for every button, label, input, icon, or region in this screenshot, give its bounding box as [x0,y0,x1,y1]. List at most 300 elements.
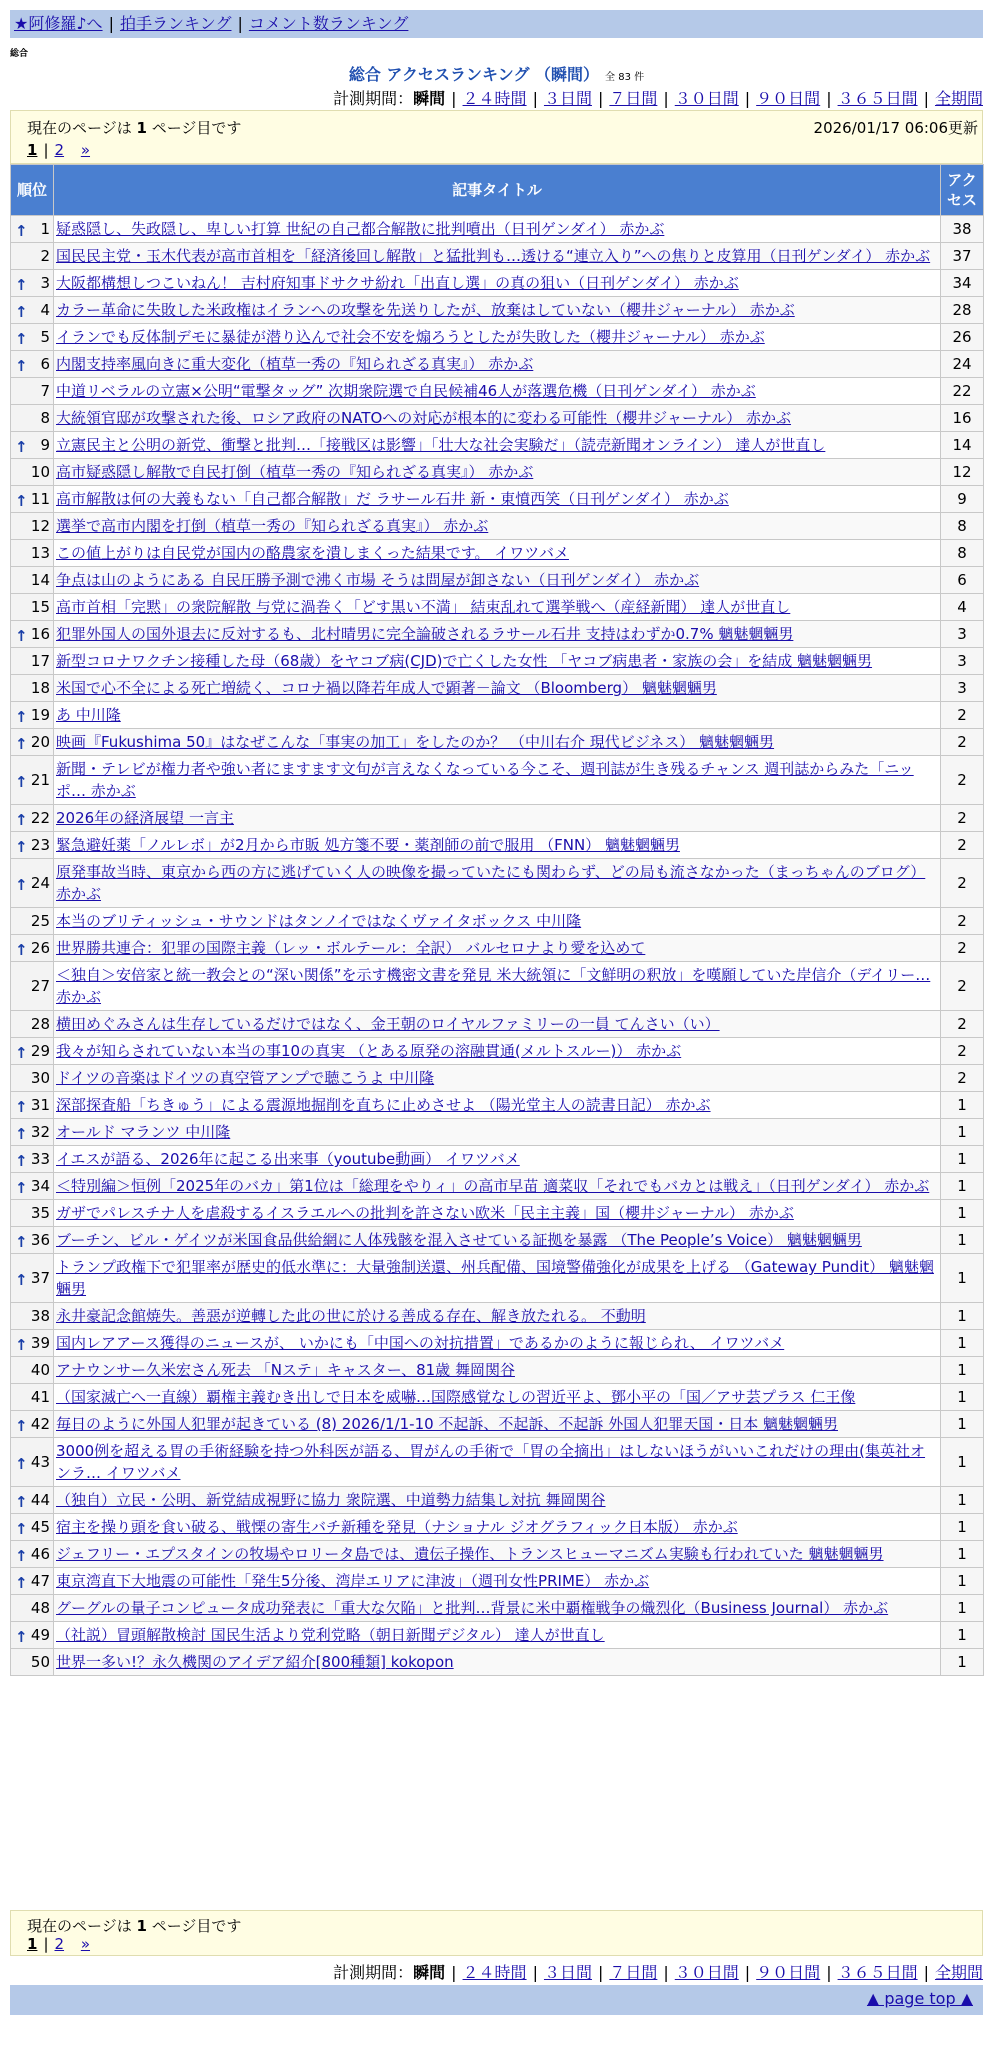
period-selector-top: 計測期間：瞬間 | ２４時間 | ３日間 | ７日間 | ３０日間 | ９０日間 | ３６５日間 | 全期間 [333,89,983,108]
nav-separator: | [108,14,114,33]
rank-number: 17 [30,652,50,670]
rank-cell [11,405,54,432]
rank-up-arrow-icon: ↑ [15,1233,28,1251]
rank-number: 9 [40,436,50,454]
table-row [11,567,984,594]
access-count: 2 [941,729,984,756]
rank-cell [11,859,54,908]
table-row [11,1038,984,1065]
access-count: 1 [941,1514,984,1541]
period-link-all-bottom[interactable]: 全期間 [934,1963,983,1982]
header-access: アクセス [941,165,984,216]
access-count: 1 [941,1227,984,1254]
rank-up-arrow-icon: ↑ [15,838,28,856]
article-title-link[interactable]: 毎日のように外国人犯罪が起きている (8) 2026/1/1-10 不起訴、不起訴、不起訴 外国人犯罪天国・日本 魑魅魍魎男 [56,1415,838,1433]
article-title-link[interactable]: 深部探査船「ちきゅう」による震源地掘削を直ちに止めさせよ （陽光堂主人の読書日記） 赤かぶ [56,1096,711,1114]
rank-number: 30 [30,1069,50,1087]
rank-up-arrow-icon: ↑ [15,276,28,294]
rank-up-arrow-icon: ↑ [15,876,28,894]
table-row [11,859,984,908]
access-count: 1 [941,1146,984,1173]
access-count: 2 [941,859,984,908]
access-count: 2 [941,1011,984,1038]
access-count: 38 [941,216,984,243]
article-title-link[interactable]: オールド マランツ 中川隆 [56,1123,231,1141]
title-cell [54,675,941,702]
rank-cell [11,1622,54,1649]
rank-number: 49 [30,1626,50,1644]
rank-number: 40 [30,1361,50,1379]
rank-number: 1 [40,220,50,238]
rank-number: 15 [30,598,50,616]
rank-cell [11,1568,54,1595]
access-count: 1 [941,1357,984,1384]
period-link-30d[interactable]: ３０日間 [674,89,739,108]
article-title-link[interactable]: 永井豪記念館焼失。善惡が逆轉した此の世に於ける善成る存在、解き放たれる。 不動明 [56,1307,646,1325]
article-title-link[interactable]: 世界一多い!？永久機関のアイデア紹介[800種類] kokopon [56,1653,454,1671]
rank-cell [11,1595,54,1622]
rank-number: 11 [30,490,50,508]
table-row [11,648,984,675]
rank-up-arrow-icon: ↑ [15,1520,28,1538]
table-row [11,756,984,805]
article-title-link[interactable]: 新型コロナワクチン接種した母（68歳）をヤコブ病(CJD)で亡くした女性 「ヤコブ病患者・家族の会」を結成 魑魅魍魎男 [56,652,873,670]
page-info-top [10,110,983,164]
pager-next-bottom[interactable]: » [80,1935,91,1953]
article-title-link[interactable]: 内閣支持率風向きに重大変化（植草一秀の『知られざる真実』） 赤かぶ [56,355,534,373]
title-cell [54,1649,941,1676]
title-cell [54,729,941,756]
access-count: 24 [941,351,984,378]
rank-up-arrow-icon: ↑ [15,708,28,726]
title-cell [54,1119,941,1146]
article-title-link[interactable]: 高市首相「完黙」の衆院解散 与党に渦巻く「どす黒い不満」 結束乱れて選挙戦へ（産経新聞） 達人が世直し [56,598,791,616]
table-row [11,908,984,935]
article-title-link[interactable]: 高市解散は何の大義もない「自己都合解散」だ ラサール石井 新・東憤西笑（日刊ゲンダイ） 赤かぶ [56,490,729,508]
title-cell [54,908,941,935]
rank-cell [11,297,54,324]
rank-cell [11,756,54,805]
table-row [11,1357,984,1384]
rank-number: 3 [40,274,50,292]
rank-cell [11,648,54,675]
article-title-link[interactable]: 2026年の経済展望 一言主 [56,809,234,827]
article-title-link[interactable]: 映画『Fukushima 50』はなぜこんな「事実の加工」をしたのか？ （中川右介 現代ビジネス） 魑魅魍魎男 [56,733,775,751]
title-cell [54,405,941,432]
table-row [11,1092,984,1119]
title-cell [54,243,941,270]
title-cell [54,756,941,805]
access-count: 8 [941,513,984,540]
rank-up-arrow-icon: ↑ [15,303,28,321]
title-cell [54,1200,941,1227]
table-row [11,1541,984,1568]
title-cell [54,805,941,832]
rank-up-arrow-icon: ↑ [15,1271,28,1289]
period-link-7d[interactable]: ７日間 [609,89,658,108]
title-cell [54,1330,941,1357]
title-cell [54,1622,941,1649]
table-row [11,216,984,243]
access-count: 1 [941,1254,984,1303]
rank-up-arrow-icon: ↑ [15,941,28,959]
period-current-bottom: 瞬間 [413,1963,446,1982]
title-cell [54,567,941,594]
article-title-link[interactable]: 米国で心不全による死亡増続く、コロナ禍以降若年成人で顕著－論文 （Bloomberg） 魑魅魍魎男 [56,679,717,697]
rank-up-arrow-icon: ↑ [15,1628,28,1646]
table-row [11,1487,984,1514]
rank-cell [11,1173,54,1200]
article-title-link[interactable]: カラー革命に失敗した米政権はイランへの攻撃を先送りしたが、放棄はしていない（櫻井ジャーナル） 赤かぶ [56,301,795,319]
article-title-link[interactable]: 犯罪外国人の国外退去に反対するも、北村晴男に完全論破されるラサール石井 支持はわずか0.7% 魑魅魍魎男 [56,625,794,643]
article-title-link[interactable]: 本当のブリティッシュ・サウンドはタンノイではなくヴァイタボックス 中川隆 [56,912,582,930]
table-row [11,324,984,351]
period-link-3d[interactable]: ３日間 [543,89,592,108]
rank-cell [11,1303,54,1330]
article-title-link[interactable]: ＜特別編＞恒例「2025年のバカ」第1位は「総理をやりィ」の高市早苗 適菜収「それでもバカとは戦え」（日刊ゲンダイ） 赤かぶ [56,1177,930,1195]
table-row [11,405,984,432]
rank-number: 45 [30,1518,50,1536]
article-title-link[interactable]: 宿主を操り頭を食い破る、戦慄の寄生バチ新種を発見（ナショナル ジオグラフィック日本版） 赤かぶ [56,1518,738,1536]
rank-cell [11,935,54,962]
rank-up-arrow-icon: ↑ [15,1179,28,1197]
article-title-link[interactable]: （社説）冒頭解散検討 国民生活より党利党略（朝日新聞デジタル） 達人が世直し [56,1626,605,1644]
pager-next[interactable]: » [80,141,91,159]
rank-cell [11,270,54,297]
title-cell [54,351,941,378]
article-title-link[interactable]: 新聞・テレビが権力者や強い者にますます文句が言えなくなっている今こそ、週刊誌が生き残るチャンス 週刊誌からみた「ニッポ… 赤かぶ [56,760,914,800]
article-title-link[interactable]: 争点は山のようにある 自民圧勝予測で沸く市場 そうは問屋が卸さない（日刊ゲンダイ） 赤かぶ [56,571,700,589]
article-title-link[interactable]: 高市疑惑隠し解散で自民打倒（植草一秀の『知られざる真実』） 赤かぶ [56,463,534,481]
period-link-24h[interactable]: ２４時間 [462,89,527,108]
article-title-link[interactable]: 3000例を超える胃の手術経験を持つ外科医が語る、胃がんの手術で「胃の全摘出」はしないほうがいいこれだけの理由(集英社オンラ… イワツバメ [56,1442,926,1482]
rank-cell [11,432,54,459]
title-cell [54,1011,941,1038]
rank-number: 50 [30,1653,50,1671]
access-count: 1 [941,1173,984,1200]
nav-link-comment-ranking[interactable]: コメント数ランキング [248,14,409,33]
title-cell [54,1384,941,1411]
rank-cell [11,513,54,540]
rank-cell [11,962,54,1011]
article-title-link[interactable]: 国民民主党・玉木代表が高市首相を「経済後回し解散」と猛批判も…透ける“連立入り”への焦りと皮算用（日刊ゲンダイ） 赤かぶ [56,247,931,265]
table-row [11,1227,984,1254]
rank-cell [11,729,54,756]
pager-top: 1 | 2 » [27,141,91,159]
rank-number: 13 [30,544,50,562]
title-cell [54,962,941,1011]
access-count: 1 [941,1411,984,1438]
nav-separator: | [237,14,243,33]
table-row [11,1254,984,1303]
rank-cell [11,1146,54,1173]
title-cell [54,1227,941,1254]
rank-number: 14 [30,571,50,589]
rank-cell [11,1330,54,1357]
access-count: 37 [941,243,984,270]
rank-cell [11,675,54,702]
rank-cell [11,1541,54,1568]
rank-number: 5 [40,328,50,346]
article-title-link[interactable]: 東京湾直下大地震の可能性「発生5分後、湾岸エリアに津波」（週刊女性PRIME） 赤かぶ [56,1572,650,1590]
access-count: 2 [941,756,984,805]
title-cell [54,540,941,567]
table-row [11,805,984,832]
rank-up-arrow-icon: ↑ [15,1547,28,1565]
rank-number: 26 [30,939,50,957]
pager-current-page: 1 [27,141,38,159]
rank-number: 19 [30,706,50,724]
article-title-link[interactable]: 国内レアアース獲得のニュースが、 いかにも「中国への対抗措置」であるかのように報じられ、 イワツバメ [56,1334,785,1352]
article-title-link[interactable]: この値上がりは自民党が国内の酪農家を潰しまくった結果です。 イワツバメ [56,544,569,562]
access-count: 1 [941,1119,984,1146]
title-cell [54,216,941,243]
table-row [11,1119,984,1146]
rank-cell [11,324,54,351]
table-row [11,297,984,324]
rank-cell [11,1438,54,1487]
article-title-link[interactable]: イランでも反体制デモに暴徒が潜り込んで社会不安を煽ろうとしたが失敗した（櫻井ジャーナル） 赤かぶ [56,328,765,346]
section-label: 総合 [10,49,29,59]
rank-cell [11,567,54,594]
table-row [11,459,984,486]
rank-number: 37 [30,1269,50,1287]
access-count: 2 [941,1065,984,1092]
article-title-link[interactable]: 横田めぐみさんは生存しているだけではなく、金王朝のロイヤルファミリーの一員 てんさい（い） [56,1015,720,1033]
table-row [11,594,984,621]
total-count: 全 83 件 [605,72,645,83]
access-count: 1 [941,1487,984,1514]
rank-up-arrow-icon: ↑ [15,773,28,791]
title-cell [54,486,941,513]
access-count: 1 [941,1649,984,1676]
period-link-24h-bottom[interactable]: ２４時間 [462,1963,527,1982]
rank-cell [11,1411,54,1438]
table-row [11,513,984,540]
title-cell [54,1411,941,1438]
period-link-90d[interactable]: ９０日間 [756,89,821,108]
access-count: 16 [941,405,984,432]
rank-up-arrow-icon: ↑ [15,811,28,829]
rank-cell [11,459,54,486]
title-cell [54,594,941,621]
header-rank: 順位 [11,165,54,216]
article-title-link[interactable]: 立憲民主と公明の新党、衝撃と批判…「接戦区は影響」「壮大な社会実験だ」（読売新聞オンライン） 達人が世直し [56,436,826,454]
rank-up-arrow-icon: ↑ [15,1125,28,1143]
page-title [0,62,993,85]
rank-number: 38 [30,1307,50,1325]
rank-cell [11,1254,54,1303]
article-title-link[interactable]: ガザでパレスチナ人を虐殺するイスラエルへの批判を許さない欧米「民主主義」国（櫻井ジャーナル） 赤かぶ [56,1204,794,1222]
title-cell [54,702,941,729]
rank-number: 36 [30,1231,50,1249]
rank-number: 44 [30,1491,50,1509]
period-link-30d-bottom[interactable]: ３０日間 [674,1963,739,1982]
access-count: 4 [941,594,984,621]
access-count: 1 [941,1595,984,1622]
rank-number: 48 [30,1599,50,1617]
rank-cell [11,378,54,405]
article-title-link[interactable]: 大阪都構想しつこいねん！ 吉村府知事ドサクサ紛れ「出直し選」の真の狙い（日刊ゲンダイ） 赤かぶ [56,274,739,292]
access-count: 34 [941,270,984,297]
article-title-link[interactable]: ジェフリー・エプスタインの牧場やロリータ島では、遺伝子操作、トランスヒューマニズム実験も行われていた 魑魅魍魎男 [56,1545,884,1563]
title-cell [54,1303,941,1330]
table-row [11,1173,984,1200]
rank-number: 41 [30,1388,50,1406]
access-count: 22 [941,378,984,405]
rank-up-arrow-icon: ↑ [15,330,28,348]
title-cell [54,832,941,859]
table-row [11,1438,984,1487]
rank-number: 2 [40,247,50,265]
access-count: 1 [941,1092,984,1119]
table-row [11,935,984,962]
rank-cell [11,1384,54,1411]
access-count: 3 [941,648,984,675]
updated-timestamp: 2026/01/17 06:06更新 [813,119,978,137]
nav-link-ashura[interactable]: ★阿修羅♪へ [14,14,103,33]
period-link-365d[interactable]: ３６５日間 [837,89,918,108]
title-cell [54,1092,941,1119]
rank-up-arrow-icon: ↑ [15,438,28,456]
table-row [11,621,984,648]
access-count: 2 [941,962,984,1011]
ranking-table [10,164,984,1676]
rank-cell [11,1038,54,1065]
table-row [11,351,984,378]
page-title-text: 総合 アクセスランキング （瞬間） [348,65,600,84]
rank-number: 25 [30,912,50,930]
table-row [11,1384,984,1411]
article-title-link[interactable]: 大統領官邸が攻撃された後、ロシア政府のNATOへの対応が根本的に変わる可能性（櫻井ジャーナル） 赤かぶ [56,409,792,427]
article-title-link[interactable]: ＜独自＞安倍家と統一教会との“深い関係”を示す機密文書を発見 米大統領に「文鮮明の釈放」を嘆願していた岸信介（デイリー… 赤かぶ [56,966,931,1006]
nav-link-clap-ranking[interactable]: 拍手ランキング [119,14,232,33]
article-title-link[interactable]: 緊急避妊薬「ノルレボ」が2月から市販 処方箋不要・薬剤師の前で服用 （FNN） 魑魅魍魎男 [56,836,680,854]
access-count: 2 [941,832,984,859]
access-count: 9 [941,486,984,513]
table-row [11,1330,984,1357]
rank-up-arrow-icon: ↑ [15,222,28,240]
access-count: 14 [941,432,984,459]
rank-up-arrow-icon: ↑ [15,627,28,645]
title-cell [54,859,941,908]
rank-up-arrow-icon: ↑ [15,1336,28,1354]
period-label: 計測期間： [333,89,414,108]
article-title-link[interactable]: ブーチン、ビル・ゲイツが米国食品供給網に人体残骸を混入させている証拠を暴露 （The People’s Voice） 魑魅魍魎男 [56,1231,862,1249]
access-count: 28 [941,297,984,324]
article-title-link[interactable]: あ 中川隆 [56,706,121,724]
rank-number: 46 [30,1545,50,1563]
period-link-all[interactable]: 全期間 [934,89,983,108]
title-cell [54,935,941,962]
access-count: 1 [941,1541,984,1568]
article-title-link[interactable]: （独自）立民・公明、新党結成視野に協力 衆院選、中道勢力結集し対抗 舞岡関谷 [56,1491,606,1509]
article-title-link[interactable]: 原発事故当時、東京から西の方に逃げていく人の映像を撮っていたにも関わらず、どの局も流さなかった（まっちゃんのブログ） 赤かぶ [56,863,926,903]
access-count: 1 [941,1303,984,1330]
table-row [11,243,984,270]
title-cell [54,621,941,648]
table-row [11,1622,984,1649]
rank-up-arrow-icon: ↑ [15,357,28,375]
rank-up-arrow-icon: ↑ [15,1417,28,1435]
rank-cell [11,216,54,243]
rank-number: 43 [30,1453,50,1471]
period-link-365d-bottom[interactable]: ３６５日間 [837,1963,918,1982]
rank-up-arrow-icon: ↑ [15,1493,28,1511]
pager-page-2-bottom[interactable]: 2 [54,1935,65,1953]
table-row [11,1514,984,1541]
rank-cell [11,1200,54,1227]
title-cell [54,648,941,675]
access-count: 2 [941,908,984,935]
article-title-link[interactable]: イエスが語る、2026年に起こる出来事（youtube動画） イワツバメ [56,1150,520,1168]
rank-number: 27 [30,977,50,995]
article-title-link[interactable]: 疑惑隠し、失政隠し、卑しい打算 世紀の自己都合解散に批判噴出（日刊ゲンダイ） 赤かぶ [56,220,665,238]
access-count: 2 [941,702,984,729]
rank-number: 24 [30,874,50,892]
rank-cell [11,1011,54,1038]
period-link-90d-bottom[interactable]: ９０日間 [756,1963,821,1982]
bottom-bar [10,1985,983,2015]
ranking-table-body [11,216,984,1676]
title-cell [54,1173,941,1200]
rank-number: 29 [30,1042,50,1060]
rank-number: 31 [30,1096,50,1114]
page-info-bottom [10,1910,983,1956]
pager-page-2[interactable]: 2 [54,141,65,159]
access-count: 3 [941,621,984,648]
article-title-link[interactable]: トランプ政権下で犯罪率が歴史的低水準に：大量強制送還、州兵配備、国境警備強化が成果を上げる （Gateway Pundit） 魑魅魍魎男 [56,1258,934,1298]
rank-cell [11,702,54,729]
title-cell [54,1065,941,1092]
rank-number: 22 [30,809,50,827]
access-count: 1 [941,1568,984,1595]
table-row [11,729,984,756]
table-row [11,378,984,405]
header-title: 記事タイトル [54,165,941,216]
article-title-link[interactable]: ドイツの音楽はドイツの真空管アンプで聴こうよ 中川隆 [56,1069,435,1087]
page-top-link[interactable]: ▲ page top ▲ [866,1989,973,2008]
period-link-3d-bottom[interactable]: ３日間 [543,1963,592,1982]
article-title-link[interactable]: 我々が知らされていない本当の事10の真実 （とある原発の溶融貫通(メルトスルー)） 赤かぶ [56,1042,682,1060]
period-label-bottom: 計測期間： [333,1963,414,1982]
rank-cell [11,1065,54,1092]
article-title-link[interactable]: 世界勝共連合：犯罪の国際主義（レッ・ボルテール：全訳） バルセロナより愛を込めて [56,939,646,957]
current-page-text: 現在のページは 1 ページ目です [27,119,242,137]
table-row [11,702,984,729]
access-count: 2 [941,805,984,832]
access-count: 1 [941,1438,984,1487]
table-row [11,540,984,567]
table-row [11,1411,984,1438]
rank-cell [11,805,54,832]
article-title-link[interactable]: （国家滅亡へ一直線）覇権主義むき出しで日本を威嚇…国際感覚なしの習近平よ、鄧小平の「国／アサ芸プラス 仁王像 [56,1388,856,1406]
article-title-link[interactable]: 選挙で高市内閣を打倒（植草一秀の『知られざる真実』） 赤かぶ [56,517,489,535]
period-link-7d-bottom[interactable]: ７日間 [609,1963,658,1982]
rank-number: 28 [30,1015,50,1033]
title-cell [54,1438,941,1487]
rank-number: 35 [30,1204,50,1222]
article-title-link[interactable]: グーグルの量子コンピュータ成功発表に「重大な欠陥」と批判…背景に米中覇権戦争の熾烈化（Business Journal） 赤かぶ [56,1599,889,1617]
article-title-link[interactable]: アナウンサー久米宏さん死去 「Nステ」キャスター、81歳 舞岡関谷 [56,1361,515,1379]
rank-number: 8 [40,409,50,427]
rank-number: 39 [30,1334,50,1352]
rank-cell [11,1487,54,1514]
table-row [11,1303,984,1330]
pager-bottom: 1 | 2 » [27,1935,91,1953]
article-title-link[interactable]: 中道リベラルの立憲×公明“電撃タッグ” 次期衆院選で自民候補46人が落選危機（日刊ゲンダイ） 赤かぶ [56,382,756,400]
rank-cell [11,1227,54,1254]
